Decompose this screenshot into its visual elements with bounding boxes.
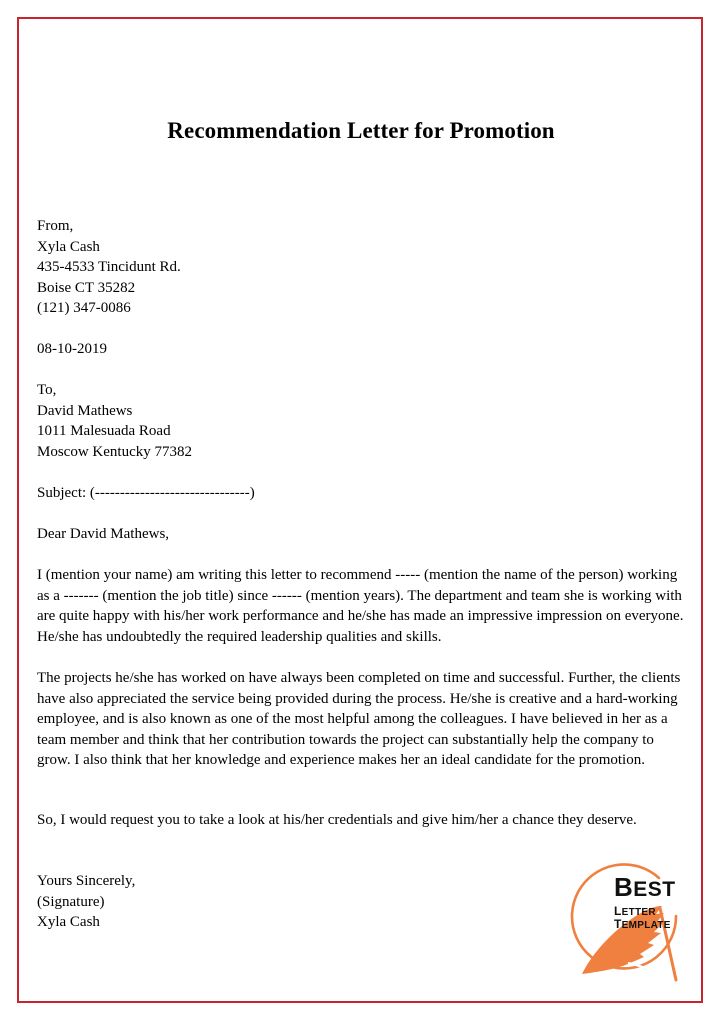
recipient-name: David Mathews [37, 402, 133, 419]
body-paragraph-3 [37, 810, 685, 831]
closing-sign-off: Yours Sincerely, [37, 873, 136, 889]
date-value: 08-10-2019 [37, 341, 107, 357]
sender-address-block [37, 216, 685, 319]
sender-city-state-zip: Boise CT 35282 [37, 279, 136, 296]
letter-date [37, 339, 685, 360]
page-title: Recommendation Letter for Promotion [167, 118, 555, 143]
logo-tagline-emplate: EMPLATE [621, 920, 671, 931]
subject-line [37, 483, 685, 504]
body-paragraph-1 [37, 565, 685, 647]
logo-tagline-t: T [614, 917, 622, 931]
page-border-frame [17, 17, 703, 1003]
logo-tagline-l: L [614, 904, 622, 918]
body-paragraph-2 [37, 668, 685, 771]
logo-tagline [614, 905, 698, 931]
sender-name: Xyla Cash [37, 238, 100, 255]
best-letter-template-logo [558, 862, 698, 990]
logo-brand-name [614, 874, 698, 900]
body-paragraph-2-text: The projects he/she has worked on have always been completed on time and successful. Further, the clients have also appreciated the service being provided during the process. He/she is creative and a hard-working employee, and is also known as one of the most helpful among the colleagues. I have believed in her as a team member and think that her contribution towards the project can substantially help the company to grow. I also think that her knowledge and experience makes her an ideal candidate for the promotion. [37, 670, 681, 769]
logo-brand-rest: EST [633, 878, 676, 901]
recipient-label: To, [37, 382, 57, 398]
salutation-text: Dear David Mathews, [37, 526, 170, 542]
signature-placeholder: (Signature) [37, 893, 105, 910]
logo-tagline-etter: ETTER [621, 907, 656, 918]
body-paragraph-3-text: So, I would request you to take a look at his/her credentials and give him/her a chance they deserve. [37, 812, 637, 828]
logo-wordmark [614, 874, 698, 931]
recipient-city-state-zip: Moscow Kentucky 77382 [37, 443, 192, 460]
closing-name: Xyla Cash [37, 914, 100, 931]
recipient-address-block [37, 380, 685, 462]
salutation [37, 524, 685, 545]
subject-text: Subject: (-------------------------------) [37, 485, 255, 501]
recipient-street: 1011 Malesuada Road [37, 423, 171, 440]
logo-feather-shaft-highlight [628, 963, 668, 982]
sender-phone: (121) 347-0086 [37, 300, 131, 317]
body-paragraph-1-text: I (mention your name) am writing this letter to recommend ----- (mention the name of the person) working as a ------- (mention the job title) since ------ (mention years). The department and team she is working with are quite happy with his/her work performance and he/she has made an impressive impression on everyone. He/she has undoubtedly the required leadership qualities and skills. [37, 567, 684, 645]
logo-brand-initial: B [614, 872, 634, 902]
sender-street: 435-4533 Tincidunt Rd. [37, 259, 181, 276]
sender-label: From, [37, 218, 74, 234]
